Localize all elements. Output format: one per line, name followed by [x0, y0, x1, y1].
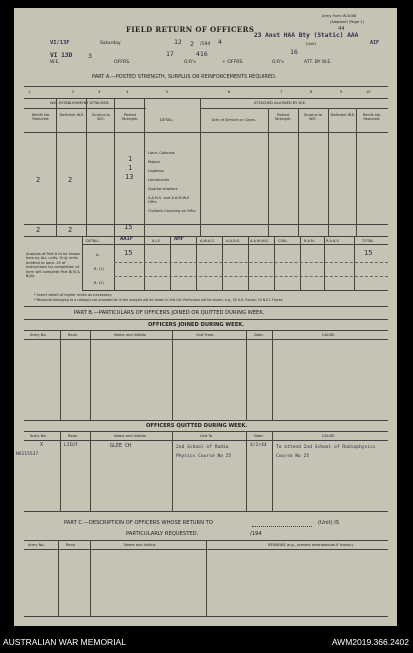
analysis-row-b2: B. (2) [94, 281, 104, 285]
analysis-aif: A.I.F. [152, 239, 161, 243]
analysis-total-value: 15 [364, 249, 373, 257]
unit-label: (Unit) [306, 42, 317, 46]
unit-name: 23 Anst HAA Bty (Static) AAA [254, 32, 359, 39]
quitted-title: OFFICERS QUITTED DURING WEEK. [146, 423, 248, 429]
quitted-date: Date. [254, 434, 264, 438]
date-month: 2 [190, 40, 194, 48]
joined-rank: Rank. [68, 333, 79, 337]
analysis-row-a: A. [96, 253, 100, 257]
hdr-detail: DETAIL. [160, 118, 174, 122]
analysis-raaf: R.A.A.F. [326, 239, 340, 243]
col-num-3: 3 [98, 90, 101, 94]
analysis-aans: A.A.N.S. [226, 239, 241, 243]
rank-majors: Majors [148, 160, 160, 164]
joined-name: Name and Initials. [114, 333, 147, 337]
joined-army-no: Army No. [30, 333, 47, 337]
analysis-note: Analysis of Part A to be shown here by ALL units. Only units entitled to para. 19 of instructions for completion of form will complete Part B(ii) & B(iii). [26, 252, 81, 279]
analysis-total: TOTAL. [362, 239, 375, 243]
army-form-number: Army Form W.3008 [322, 14, 357, 18]
hdr-att-reinfs: Reinfs No. Required. [362, 113, 382, 121]
we-establishment-label: W.E. ESTABLISHMENT ATTACHED. [50, 101, 110, 105]
analysis-aamws: A.A.M.W.S. [250, 239, 270, 243]
hdr-surplus: Surplus to W.E. [91, 113, 111, 121]
posted-lieutenants: 13 [125, 173, 134, 181]
attached-allowed-label: ATTACHED ALLOWED BY W.E. [254, 101, 307, 105]
part-b-title: PART B.—PARTICULARS OF OFFICERS JOINED OR QUITTED DURING WEEK. [74, 310, 265, 316]
caption-accession: AWM2019.366.2402 [331, 637, 409, 647]
rank-captains: Captains [148, 169, 164, 173]
joined-date: Date. [254, 333, 264, 337]
total-reinfs: 2 [36, 226, 41, 234]
hdr-deficient: Deficient W.E. [59, 113, 85, 117]
posted-majors: 1 [128, 164, 133, 172]
col-num-9: 9 [340, 90, 343, 94]
rank-civilians: Civilians Counting as Offrs. [148, 209, 197, 213]
total-posted: 15 [124, 223, 133, 231]
footnote-1: * Insert detail of higher ranks as necessary. [34, 293, 113, 297]
col-num-4: 4 [126, 90, 129, 94]
hdr-reinfs-required: Reinfs No. Required. [31, 113, 51, 121]
form-title: FIELD RETURN OF OFFICERS [126, 25, 255, 34]
offrs-label: OFFRS. [114, 60, 131, 65]
part-c-year: /194 [250, 531, 262, 537]
quitted-cause: CAUSE. [322, 434, 336, 438]
att-label: ATT. BY W.E. [304, 60, 332, 65]
deficient-value: 2 [68, 176, 73, 184]
saturday-label: Saturday [100, 41, 121, 46]
we-ors-value: 416 [196, 50, 208, 58]
field-return-form [14, 8, 397, 626]
rank-lt-colonels: Lieut.-Colonels [148, 151, 175, 155]
rank-quartermasters: Quarter-masters [148, 187, 178, 191]
adapted-note: (Adapted) (Page 1) [330, 20, 364, 24]
joined-unit-from: Unit From. [196, 333, 215, 337]
hdr-att-deficient: Deficient W.E. [330, 113, 356, 117]
part-c-name: Name and Initials. [124, 543, 157, 547]
quitted-cause-value: To attend 2nd School of Radiophysics Course No 25 [276, 445, 376, 459]
we-extra-value: 17 [166, 50, 174, 58]
part-c-rank: Rank. [66, 543, 77, 547]
analysis-detail: DETAIL. [86, 239, 100, 243]
col-num-8: 8 [310, 90, 313, 94]
part-c-subtitle: PARTICULARLY REQUESTED. [126, 531, 199, 537]
date-day: 12 [174, 38, 182, 46]
caption-source: AUSTRALIAN WAR MEMORIAL [3, 637, 126, 647]
analysis-aaif: AAIF [120, 236, 134, 242]
analysis-awas: A.W.A.S. [200, 239, 215, 243]
quitted-date-value: 4/2/44 [250, 443, 267, 448]
hdr-att-surplus: Surplus to W.E. [303, 113, 323, 121]
plus-offrs-label: + OFFRS. [222, 60, 244, 65]
part-c-title-tail: (Unit) IS [318, 520, 340, 526]
col-num-7: 7 [280, 90, 283, 94]
quitted-name: Name and Initials. [114, 434, 147, 438]
quitted-army-no-value: NX115537 [16, 452, 39, 457]
hdr-posted: Posted Strength. [121, 113, 139, 121]
posted-captains: 1 [128, 155, 133, 163]
part-c-title: PART C.—DESCRIPTION OF OFFICERS WHOSE RETURN TO [64, 520, 213, 526]
joined-title: OFFICERS JOINED DURING WEEK. [148, 322, 245, 328]
analysis-civil: CIVIL. [278, 239, 289, 243]
quitted-marker: X [40, 442, 44, 448]
footnote-2: * Personnel belonging to a category not provided for in the analysis will be shown in this Col. Particulars will be shown, e.g., 50 U.K. Forces; 10 N.E.I. Forces [34, 298, 283, 302]
col-num-5: 5 [166, 90, 169, 94]
we-offrs-value: 3 [88, 52, 92, 60]
quitted-unit-to: Unit To. [200, 434, 214, 438]
unit-code: AIF [370, 40, 380, 46]
part-c-army-no: Army No. [28, 543, 45, 547]
quitted-rank: Rank. [68, 434, 79, 438]
ors-label: O.R's [184, 60, 196, 65]
col-num-10: 10 [366, 90, 371, 94]
part-c-remarks: REMARKS (e.g., present whereabouts if known). [268, 543, 355, 547]
archive-caption [0, 630, 413, 653]
ref-line-2: VI 13D [50, 52, 73, 59]
hdr-att-posted: Posted Strength. [274, 113, 292, 121]
col-num-1: 1 [28, 90, 31, 94]
year-digit: 4 [218, 38, 222, 46]
quitted-name-value: GLEE CH [110, 443, 132, 449]
hdr-arm-corps: Arm of Service or Corps. [212, 118, 256, 122]
rank-lieutenants: Lieutenants [148, 178, 170, 182]
ors-label-2: O.R's [272, 60, 284, 65]
analysis-ran: R.A.N. [304, 239, 315, 243]
year-label: /194 [200, 42, 211, 47]
col-num-2: 2 [72, 90, 75, 94]
joined-cause: CAUSE. [322, 333, 336, 337]
we-label: W.E. [50, 60, 60, 65]
quitted-rank-value: LIEUT [64, 443, 78, 448]
rank-aans: A.A.N.S. and A.A.M.W.S Offrs [148, 196, 190, 204]
analysis-row-b1: B. (1) [94, 267, 104, 271]
analysis-aaif-value: 15 [124, 249, 133, 257]
att-top-value: 44 [338, 26, 345, 32]
quitted-unit-to-value: 2nd School of Radio Physics Course No 25 [176, 445, 232, 459]
part-a-title: PART A.—POSTED STRENGTH, SURPLUS OR REINFORCEMENTS REQUIRED. [92, 74, 277, 80]
quitted-army-no: Army No. [30, 434, 47, 438]
analysis-amf: AMF [174, 236, 184, 242]
col-num-6: 6 [228, 90, 231, 94]
att-offrs-value: 16 [290, 48, 298, 56]
ref-line-1: VI/13F [50, 40, 70, 46]
reinfs-required-value: 2 [36, 176, 41, 184]
total-deficient: 2 [68, 226, 73, 234]
